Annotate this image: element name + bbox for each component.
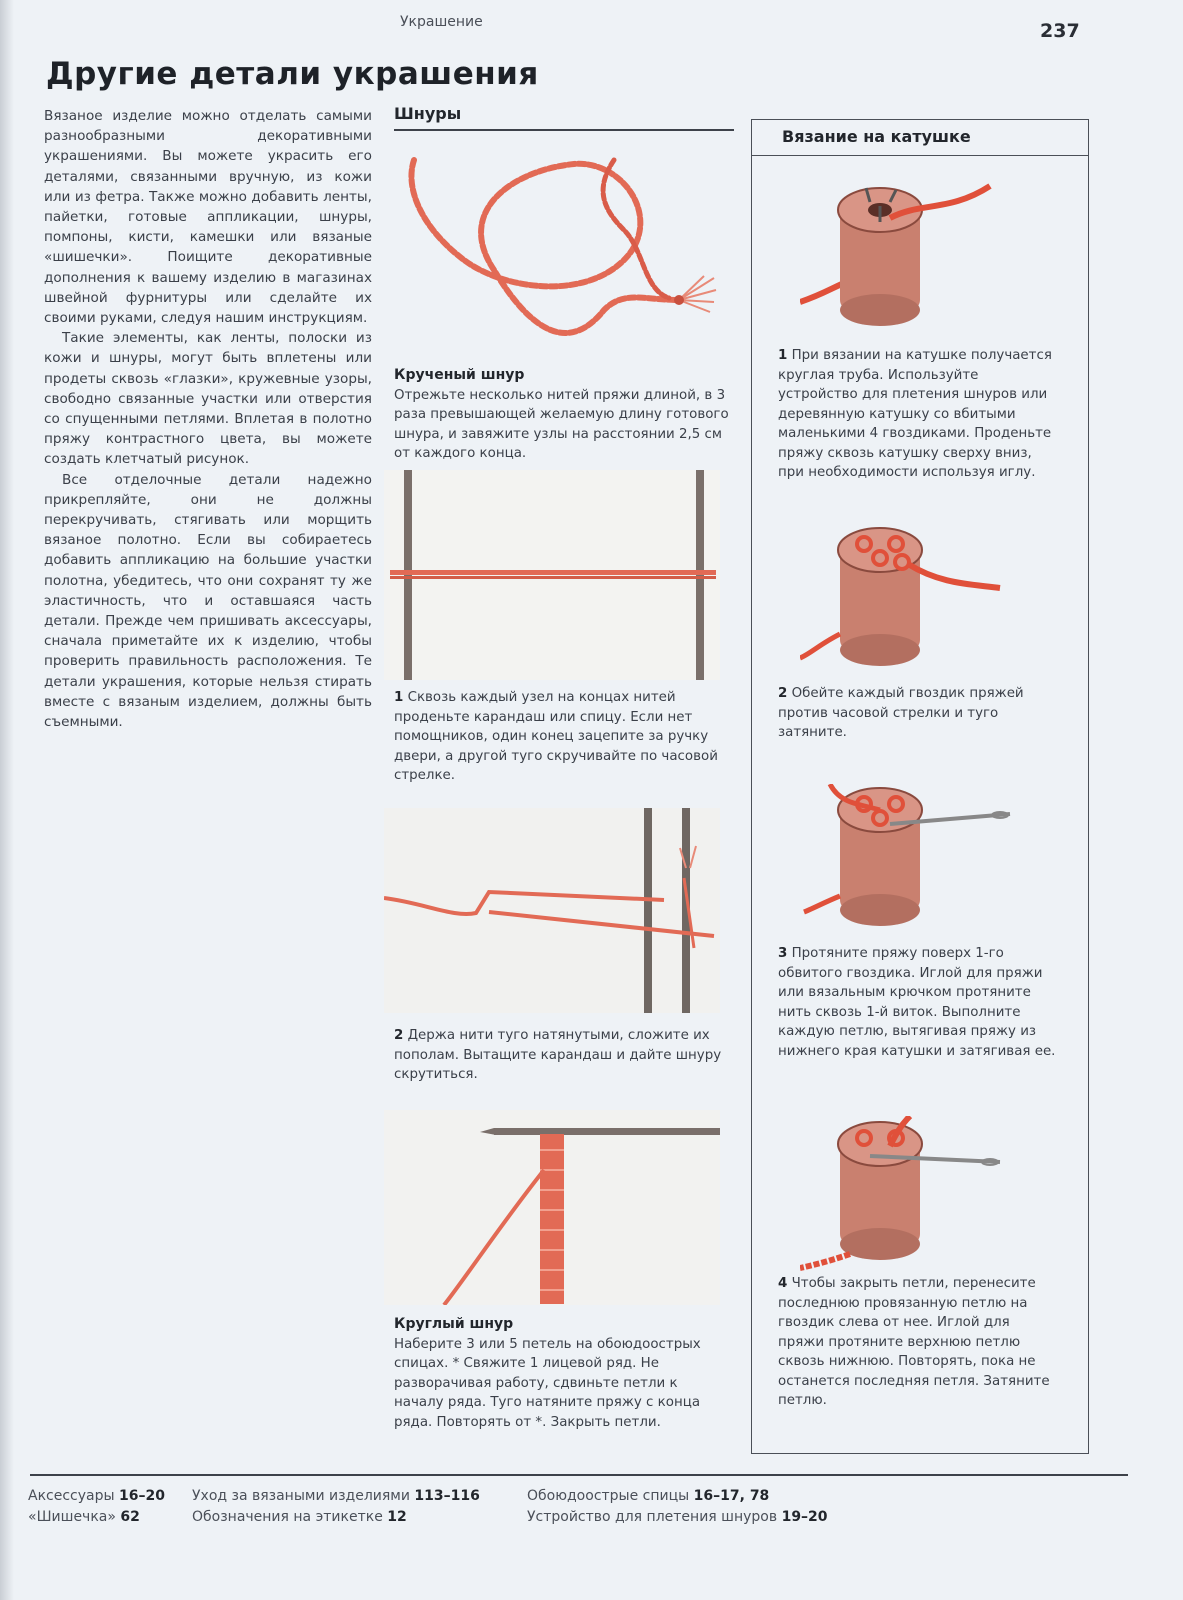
cord-step1-illustration [384, 470, 720, 680]
step-number: 2 [778, 686, 788, 701]
spool-step4-caption [778, 1274, 1060, 1411]
step-text: Держа нити туго натянутыми, сложите их пополам. Вытащите карандаш и дайте шнуру скрутиться. [394, 1028, 722, 1082]
footer-index-col1 [28, 1486, 165, 1528]
spool-step3-caption [778, 944, 1060, 1061]
round-cord-title: Круглый шнур [394, 1316, 514, 1332]
footer-rule [30, 1474, 1128, 1476]
cord-step2-caption [394, 1026, 729, 1085]
twisted-cord-illustration [394, 150, 724, 360]
step-text: Протяните пряжу поверх 1-го обвитого гвоздика. Иглой для пряжи или вязальным крючком протяните нить сквозь 1-й виток. Выполните каждую петлю, вытягивая пряжу из нижнего края катушки и затягивая ее. [778, 946, 1056, 1059]
step-number: 1 [778, 348, 788, 363]
spool-knitting-heading: Вязание на катушке [752, 120, 1088, 156]
spool-step2-illustration [800, 524, 1040, 674]
step-text: Обейте каждый гвоздик пряжей против часовой стрелки и туго затяните. [778, 686, 1024, 740]
cord-step2-illustration [384, 808, 720, 1013]
index-entry[interactable]: Обоюдоострые спицы 16–17, 78 [527, 1488, 770, 1504]
index-entry[interactable]: Обозначения на этикетке 12 [192, 1509, 407, 1525]
step-text: Сквозь каждый узел на концах нитей проденьте карандаш или спицу. Если нет помощников, один конец зацепите за ручку двери, а другой туго скручивайте по часовой стрелке. [394, 690, 718, 783]
spool-step4-illustration [800, 1116, 1040, 1276]
intro-paragraph: Все отделочные детали надежно прикрепляйте, они не должны перекручивать, стягивать или морщить вязаное полотно. Если вы собираетесь добавить аппликацию на большие участки полотна, убедитесь, что они сохранят ту же эластичность, что и оставшаяся часть детали. Прежде чем пришивать аксессуары, сначала приметайте их к изделию, чтобы проверить правильность расположения. Те детали украшения, которые нельзя стирать вместе с вязаным изделием, должны быть съемными. [44, 471, 372, 731]
index-entry[interactable]: Уход за вязаными изделиями 113–116 [192, 1488, 480, 1504]
spool-step2-caption [778, 684, 1060, 743]
twisted-cord-title: Крученый шнур [394, 367, 525, 383]
intro-paragraph: Такие элементы, как ленты, полоски из кожи и шнуры, могут быть вплетены или продеты сквозь «глазки», кружевные узоры, свободно связанные участки или отверстия со спущенными петлями. Вплетая в полотно пряжу контрастного цвета, вы можете создать клетчатый рисунок. [44, 330, 372, 468]
twisted-cord-text: Отрежьте несколько нитей пряжи длиной, в 3 раза превышающей желаемую длину готового шнура, и завяжите узлы на расстоянии 2,5 см от каждого конца. [394, 387, 729, 461]
step-number: 1 [394, 690, 404, 705]
step-number: 3 [778, 946, 788, 961]
cords-heading: Шнуры [394, 104, 734, 131]
page-edge-shadow [0, 0, 14, 1600]
page-number: 237 [1040, 20, 1080, 42]
footer-index-col2 [192, 1486, 480, 1528]
running-header: Украшение [400, 14, 483, 30]
round-cord-text: Наберите 3 или 5 петель на обоюдоострых спицах. * Свяжите 1 лицевой ряд. Не разворачивая работу, сдвиньте петли к началу ряда. Туго натяните пряжу с конца ряда. Повторять от *. Закрыть петли. [394, 1336, 701, 1430]
spool-step1-illustration [800, 182, 1040, 332]
round-cord-illustration [384, 1110, 720, 1305]
step-text: Чтобы закрыть петли, перенесите последнюю провязанную петлю на гвоздик слева от нее. Иглой для пряжи протяните верхнюю петлю сквозь нижнюю. Повторять, пока не останется последняя петля. Затяните петлю. [778, 1276, 1050, 1408]
footer-index-col3 [527, 1486, 828, 1528]
page-title: Другие детали украшения [46, 56, 539, 92]
spool-step1-caption [778, 346, 1060, 483]
twisted-cord-caption [394, 366, 729, 464]
round-cord-caption [394, 1315, 729, 1432]
step-text: При вязании на катушке получается круглая труба. Используйте устройство для плетения шнуров или деревянную катушку со вбитыми маленькими 4 гвоздиками. Проденьте пряжу сквозь катушку сверху вниз, при необходимости используя иглу. [778, 348, 1052, 480]
index-entry[interactable]: Устройство для плетения шнуров 19–20 [527, 1509, 828, 1525]
step-number: 4 [778, 1276, 788, 1291]
index-entry[interactable]: Аксессуары 16–20 [28, 1488, 165, 1504]
spool-step3-illustration [800, 784, 1040, 934]
intro-paragraph: Вязаное изделие можно отделать самыми разнообразными декоративными украшениями. Вы можете украсить его деталями, связанными вручную, из кожи или из фетра. Также можно добавить ленты, пайетки, готовые аппликации, шнуры, помпоны, кисти, камешки или вязаные «шишечки». Поищите декоративные дополнения к вашему изделию в магазинах швейной фурнитуры или сделайте их своими руками, следуя нашим инструкциям. [44, 108, 372, 327]
intro-text [44, 106, 372, 732]
step-number: 2 [394, 1028, 404, 1043]
cord-step1-caption [394, 688, 729, 786]
index-entry[interactable]: «Шишечка» 62 [28, 1509, 140, 1525]
cords-column [394, 104, 734, 131]
